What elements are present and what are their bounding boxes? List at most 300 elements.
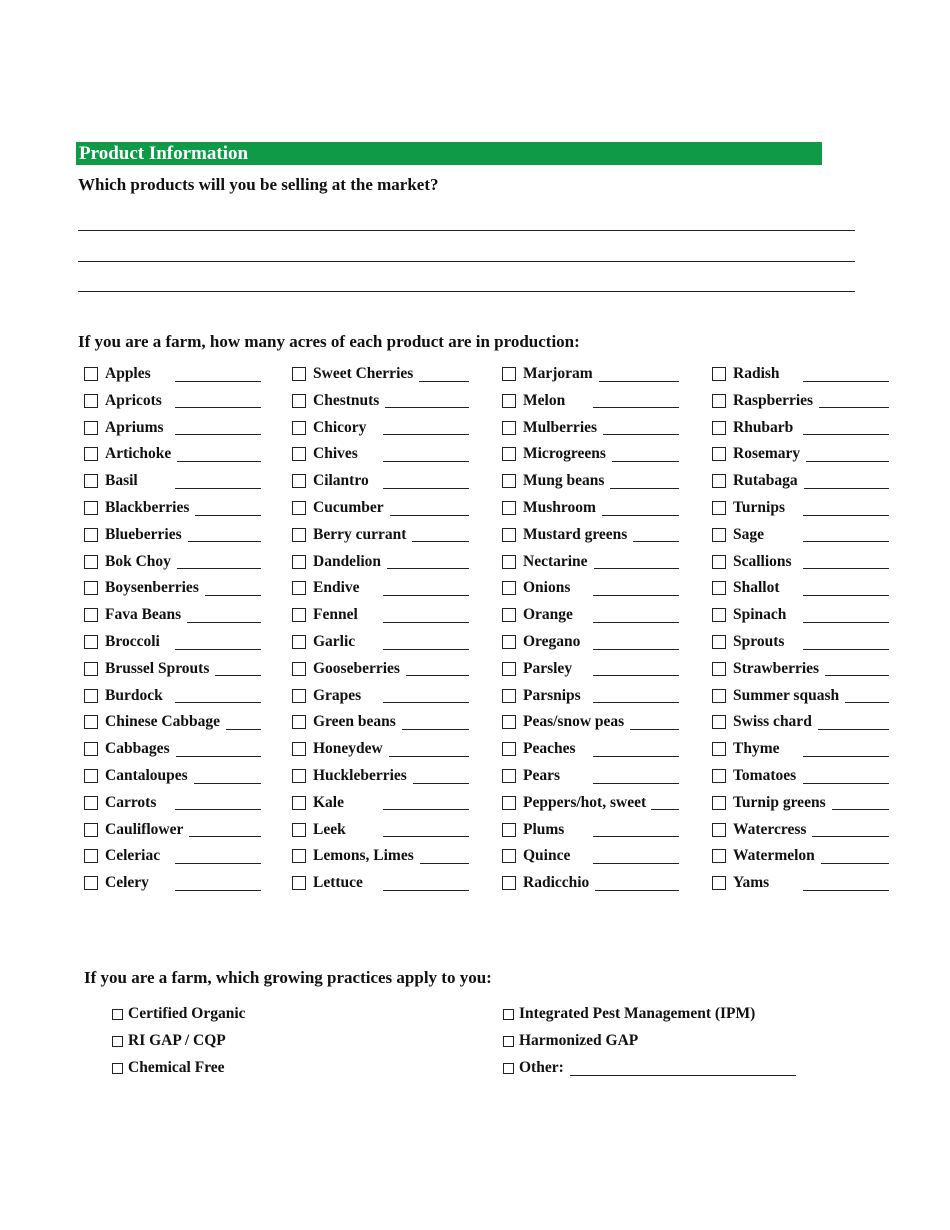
product-row[interactable] xyxy=(84,819,261,841)
acres-input[interactable] xyxy=(383,447,469,462)
product-label: Orange xyxy=(523,606,573,624)
acres-input[interactable] xyxy=(630,715,679,730)
product-row[interactable] xyxy=(84,524,261,546)
acres-input[interactable] xyxy=(383,876,469,891)
product-label: Oregano xyxy=(523,633,581,650)
product-checkbox[interactable] xyxy=(292,528,306,542)
product-row[interactable] xyxy=(712,524,889,546)
product-row[interactable] xyxy=(502,443,679,465)
acres-input[interactable] xyxy=(593,849,679,864)
product-label: Quince xyxy=(523,847,571,865)
product-row[interactable] xyxy=(84,631,261,653)
product-checkbox[interactable] xyxy=(84,421,98,435)
product-checkbox[interactable] xyxy=(502,849,516,863)
product-checkbox[interactable] xyxy=(84,501,98,515)
acres-input[interactable] xyxy=(593,661,679,676)
product-checkbox[interactable] xyxy=(84,769,98,783)
answer-line-2[interactable] xyxy=(78,261,855,262)
product-row[interactable] xyxy=(712,631,889,653)
product-label: Brussel Sprouts xyxy=(105,659,210,677)
product-label: Grapes xyxy=(313,686,362,704)
acres-input[interactable] xyxy=(226,715,261,730)
other-practice-input[interactable] xyxy=(570,1061,796,1076)
product-row[interactable] xyxy=(712,819,889,841)
product-row[interactable] xyxy=(712,443,889,465)
product-row[interactable] xyxy=(502,604,679,626)
product-checkbox[interactable] xyxy=(712,581,726,595)
product-checkbox[interactable] xyxy=(84,581,98,595)
product-row[interactable] xyxy=(84,765,261,787)
acres-input[interactable] xyxy=(803,635,889,650)
product-row[interactable] xyxy=(712,470,889,492)
product-label: Sprouts xyxy=(733,633,785,650)
product-row[interactable] xyxy=(712,711,889,733)
product-row[interactable] xyxy=(292,631,469,653)
acres-input[interactable] xyxy=(413,769,469,784)
product-label: Lemons, Limes xyxy=(313,847,414,865)
product-checkbox[interactable] xyxy=(84,528,98,542)
product-row[interactable] xyxy=(712,497,889,519)
acres-input[interactable] xyxy=(612,447,679,462)
acres-input[interactable] xyxy=(845,688,889,703)
product-checkbox[interactable] xyxy=(712,367,726,381)
acres-input[interactable] xyxy=(803,367,889,382)
product-row[interactable] xyxy=(712,417,889,439)
acres-input[interactable] xyxy=(599,367,679,382)
product-checkbox[interactable] xyxy=(292,876,306,890)
product-checkbox[interactable] xyxy=(292,474,306,488)
product-checkbox[interactable] xyxy=(712,555,726,569)
product-row[interactable] xyxy=(502,577,679,599)
product-label: Boysenberries xyxy=(105,579,199,597)
product-checkbox[interactable] xyxy=(292,689,306,703)
product-checkbox[interactable] xyxy=(502,367,516,381)
product-checkbox[interactable] xyxy=(84,394,98,408)
answer-line-1[interactable] xyxy=(78,230,855,231)
acres-input[interactable] xyxy=(603,420,679,435)
product-row[interactable] xyxy=(502,819,679,841)
acres-input[interactable] xyxy=(633,527,679,542)
acres-input[interactable] xyxy=(383,608,469,623)
product-checkbox[interactable] xyxy=(502,421,516,435)
product-row[interactable] xyxy=(712,390,889,412)
acres-input[interactable] xyxy=(383,635,469,650)
acres-input[interactable] xyxy=(821,849,889,864)
product-row[interactable] xyxy=(84,792,261,814)
acres-input[interactable] xyxy=(406,661,469,676)
acres-input[interactable] xyxy=(175,849,261,864)
product-label: Celery xyxy=(105,874,149,892)
product-checkbox[interactable] xyxy=(292,796,306,810)
acres-input[interactable] xyxy=(593,688,679,703)
product-checkbox[interactable] xyxy=(712,769,726,783)
acres-input[interactable] xyxy=(194,769,261,784)
product-checkbox[interactable] xyxy=(292,421,306,435)
product-label: Bok Choy xyxy=(105,552,171,570)
product-label: Swiss chard xyxy=(733,713,812,731)
product-checkbox[interactable] xyxy=(502,555,516,569)
product-row[interactable] xyxy=(84,363,261,385)
product-label: Celeriac xyxy=(105,847,161,865)
product-row[interactable] xyxy=(712,738,889,760)
acres-input[interactable] xyxy=(593,822,679,837)
product-checkbox[interactable] xyxy=(292,849,306,863)
acres-input[interactable] xyxy=(819,393,889,408)
product-checkbox[interactable] xyxy=(292,367,306,381)
product-checkbox[interactable] xyxy=(712,662,726,676)
product-checkbox[interactable] xyxy=(712,823,726,837)
acres-input[interactable] xyxy=(803,581,889,596)
checkbox-icon[interactable] xyxy=(112,1009,123,1020)
product-row[interactable] xyxy=(502,792,679,814)
product-checkbox[interactable] xyxy=(712,608,726,622)
product-label: Apples xyxy=(105,365,151,382)
product-checkbox[interactable] xyxy=(292,742,306,756)
product-checkbox[interactable] xyxy=(502,715,516,729)
checkbox-icon[interactable] xyxy=(112,1063,123,1074)
acres-input[interactable] xyxy=(610,474,679,489)
acres-input[interactable] xyxy=(177,447,261,462)
practice-ipm[interactable] xyxy=(503,1004,755,1024)
product-row[interactable] xyxy=(292,497,469,519)
product-row[interactable] xyxy=(292,417,469,439)
product-label: Blackberries xyxy=(105,499,190,516)
product-checkbox[interactable] xyxy=(84,742,98,756)
product-row[interactable] xyxy=(502,390,679,412)
product-checkbox[interactable] xyxy=(292,555,306,569)
acres-input[interactable] xyxy=(383,420,469,435)
checkbox-icon[interactable] xyxy=(112,1036,123,1047)
product-row[interactable] xyxy=(84,711,261,733)
acres-input[interactable] xyxy=(594,554,679,569)
product-checkbox[interactable] xyxy=(84,715,98,729)
acres-input[interactable] xyxy=(602,501,679,516)
product-row[interactable] xyxy=(712,363,889,385)
product-row[interactable] xyxy=(84,390,261,412)
product-row[interactable] xyxy=(502,765,679,787)
product-checkbox[interactable] xyxy=(84,367,98,381)
product-row[interactable] xyxy=(712,765,889,787)
acres-input[interactable] xyxy=(803,554,889,569)
product-checkbox[interactable] xyxy=(84,662,98,676)
product-label: Peaches xyxy=(523,740,576,758)
product-row[interactable] xyxy=(84,872,261,894)
product-checkbox[interactable] xyxy=(84,689,98,703)
product-checkbox[interactable] xyxy=(712,447,726,461)
practice-other[interactable] xyxy=(503,1058,796,1078)
acres-input[interactable] xyxy=(387,554,469,569)
product-checkbox[interactable] xyxy=(84,447,98,461)
product-label: Tomatoes xyxy=(733,767,797,784)
acres-input[interactable] xyxy=(383,581,469,596)
product-row[interactable] xyxy=(292,658,469,680)
product-label: Chicory xyxy=(313,418,367,436)
product-checkbox[interactable] xyxy=(712,742,726,756)
product-checkbox[interactable] xyxy=(712,394,726,408)
product-checkbox[interactable] xyxy=(292,823,306,837)
product-row[interactable] xyxy=(502,551,679,573)
product-row[interactable] xyxy=(502,497,679,519)
answer-line-3[interactable] xyxy=(78,291,855,292)
acres-input[interactable] xyxy=(177,554,261,569)
acres-input[interactable] xyxy=(803,608,889,623)
product-row[interactable] xyxy=(84,738,261,760)
acres-input[interactable] xyxy=(420,849,469,864)
product-checkbox[interactable] xyxy=(292,394,306,408)
product-label: Peas/snow peas xyxy=(523,713,625,731)
products-question: Which products will you be selling at the market? xyxy=(78,175,439,194)
acres-input[interactable] xyxy=(593,769,679,784)
product-label: Strawberries xyxy=(733,659,820,677)
product-row[interactable] xyxy=(84,497,261,519)
product-row[interactable] xyxy=(292,443,469,465)
acres-input[interactable] xyxy=(383,822,469,837)
product-checkbox[interactable] xyxy=(292,769,306,783)
product-row[interactable] xyxy=(292,577,469,599)
product-row[interactable] xyxy=(712,604,889,626)
product-row[interactable] xyxy=(292,685,469,707)
product-row[interactable] xyxy=(292,551,469,573)
product-checkbox[interactable] xyxy=(84,474,98,488)
product-row[interactable] xyxy=(502,417,679,439)
product-checkbox[interactable] xyxy=(84,823,98,837)
acres-input[interactable] xyxy=(175,393,261,408)
product-label: Pears xyxy=(523,767,561,784)
product-label: Raspberries xyxy=(733,391,814,409)
acres-input[interactable] xyxy=(593,635,679,650)
acres-input[interactable] xyxy=(412,527,469,542)
product-label: Summer squash xyxy=(733,686,840,704)
product-checkbox[interactable] xyxy=(712,421,726,435)
product-label: Apricots xyxy=(105,391,162,409)
acres-input[interactable] xyxy=(175,635,261,650)
acres-input[interactable] xyxy=(176,742,261,757)
acres-input[interactable] xyxy=(825,661,889,676)
product-checkbox[interactable] xyxy=(502,769,516,783)
product-checkbox[interactable] xyxy=(84,876,98,890)
acres-input[interactable] xyxy=(175,474,261,489)
product-row[interactable] xyxy=(502,524,679,546)
product-row[interactable] xyxy=(502,711,679,733)
product-row[interactable] xyxy=(84,604,261,626)
acres-input[interactable] xyxy=(383,474,469,489)
checkbox-icon[interactable] xyxy=(503,1063,514,1074)
product-checkbox[interactable] xyxy=(292,662,306,676)
acres-input[interactable] xyxy=(187,608,261,623)
product-label: Plums xyxy=(523,820,565,838)
acres-input[interactable] xyxy=(390,501,469,516)
product-row[interactable] xyxy=(292,819,469,841)
product-checkbox[interactable] xyxy=(84,608,98,622)
practice-label: Certified Organic xyxy=(128,1005,246,1022)
practice-chemical-free[interactable] xyxy=(112,1058,225,1078)
acres-input[interactable] xyxy=(419,367,469,382)
acres-input[interactable] xyxy=(651,795,679,810)
product-label: Cauliflower xyxy=(105,820,184,838)
product-row[interactable] xyxy=(292,738,469,760)
product-row[interactable] xyxy=(292,470,469,492)
product-checkbox[interactable] xyxy=(712,715,726,729)
product-checkbox[interactable] xyxy=(502,394,516,408)
product-checkbox[interactable] xyxy=(712,635,726,649)
product-label: Cabbages xyxy=(105,740,170,758)
product-row[interactable] xyxy=(292,604,469,626)
product-label: Radish xyxy=(733,365,780,382)
practice-certified-organic[interactable] xyxy=(112,1004,246,1024)
product-row[interactable] xyxy=(712,685,889,707)
acres-input[interactable] xyxy=(832,795,889,810)
product-row[interactable] xyxy=(84,845,261,867)
product-checkbox[interactable] xyxy=(502,796,516,810)
product-label: Honeydew xyxy=(313,740,383,758)
product-checkbox[interactable] xyxy=(502,474,516,488)
acres-input[interactable] xyxy=(593,742,679,757)
acres-input[interactable] xyxy=(593,393,679,408)
acres-input[interactable] xyxy=(818,715,889,730)
product-row[interactable] xyxy=(712,658,889,680)
product-row[interactable] xyxy=(712,551,889,573)
product-row[interactable] xyxy=(292,792,469,814)
acres-input[interactable] xyxy=(593,608,679,623)
product-checkbox[interactable] xyxy=(502,635,516,649)
product-row[interactable] xyxy=(292,845,469,867)
acres-input[interactable] xyxy=(803,527,889,542)
product-row[interactable] xyxy=(502,738,679,760)
product-checkbox[interactable] xyxy=(84,635,98,649)
product-row[interactable] xyxy=(502,363,679,385)
product-label: Sweet Cherries xyxy=(313,365,414,382)
product-checkbox[interactable] xyxy=(502,447,516,461)
product-label: Chives xyxy=(313,445,358,463)
acres-input[interactable] xyxy=(175,795,261,810)
product-checkbox[interactable] xyxy=(712,528,726,542)
product-label: Thyme xyxy=(733,740,780,758)
product-label: Mulberries xyxy=(523,418,598,436)
product-checkbox[interactable] xyxy=(502,662,516,676)
acres-input[interactable] xyxy=(385,393,469,408)
product-checkbox[interactable] xyxy=(712,689,726,703)
acres-input[interactable] xyxy=(383,688,469,703)
product-row[interactable] xyxy=(712,792,889,814)
product-row[interactable] xyxy=(502,631,679,653)
product-label: Green beans xyxy=(313,713,396,731)
acres-input[interactable] xyxy=(803,769,889,784)
product-checkbox[interactable] xyxy=(292,608,306,622)
product-checkbox[interactable] xyxy=(292,715,306,729)
product-row[interactable] xyxy=(502,658,679,680)
product-checkbox[interactable] xyxy=(502,528,516,542)
acres-input[interactable] xyxy=(175,688,261,703)
acres-input[interactable] xyxy=(803,742,889,757)
product-row[interactable] xyxy=(502,470,679,492)
product-checkbox[interactable] xyxy=(84,555,98,569)
product-checkbox[interactable] xyxy=(712,474,726,488)
practice-harmonized-gap[interactable] xyxy=(503,1031,638,1051)
acres-input[interactable] xyxy=(205,581,261,596)
product-row[interactable] xyxy=(292,711,469,733)
product-checkbox[interactable] xyxy=(712,876,726,890)
acres-input[interactable] xyxy=(812,822,889,837)
product-row[interactable] xyxy=(84,551,261,573)
acres-input[interactable] xyxy=(175,420,261,435)
acres-input[interactable] xyxy=(595,876,679,891)
product-row[interactable] xyxy=(292,524,469,546)
product-row[interactable] xyxy=(292,390,469,412)
product-row[interactable] xyxy=(292,765,469,787)
acres-input[interactable] xyxy=(803,420,889,435)
product-row[interactable] xyxy=(712,845,889,867)
acres-input[interactable] xyxy=(175,876,261,891)
product-label: Scallions xyxy=(733,552,792,570)
acres-input[interactable] xyxy=(195,501,261,516)
acres-input[interactable] xyxy=(383,795,469,810)
acres-input[interactable] xyxy=(389,742,469,757)
product-row[interactable] xyxy=(84,470,261,492)
product-row[interactable] xyxy=(292,872,469,894)
acres-input[interactable] xyxy=(215,661,261,676)
product-checkbox[interactable] xyxy=(712,796,726,810)
product-checkbox[interactable] xyxy=(292,581,306,595)
acres-input[interactable] xyxy=(188,527,261,542)
product-row[interactable] xyxy=(84,417,261,439)
acres-input[interactable] xyxy=(804,474,889,489)
product-checkbox[interactable] xyxy=(502,608,516,622)
practice-label: Other: xyxy=(519,1059,564,1076)
practice-ri-gap-cqp[interactable] xyxy=(112,1031,226,1051)
practice-label: RI GAP / CQP xyxy=(128,1032,226,1049)
product-row[interactable] xyxy=(84,443,261,465)
acres-input[interactable] xyxy=(189,822,261,837)
product-row[interactable] xyxy=(502,685,679,707)
product-label: Rhubarb xyxy=(733,418,794,436)
acres-input[interactable] xyxy=(402,715,469,730)
product-checkbox[interactable] xyxy=(502,689,516,703)
product-checkbox[interactable] xyxy=(712,849,726,863)
product-checkbox[interactable] xyxy=(292,501,306,515)
product-row[interactable] xyxy=(502,845,679,867)
product-checkbox[interactable] xyxy=(502,501,516,515)
product-checkbox[interactable] xyxy=(502,581,516,595)
product-checkbox[interactable] xyxy=(84,849,98,863)
product-row[interactable] xyxy=(84,577,261,599)
product-checkbox[interactable] xyxy=(502,742,516,756)
product-row[interactable] xyxy=(502,872,679,894)
product-label: Berry currant xyxy=(313,525,407,543)
product-checkbox[interactable] xyxy=(502,876,516,890)
checkbox-icon[interactable] xyxy=(503,1036,514,1047)
acres-input[interactable] xyxy=(806,447,889,462)
product-row[interactable] xyxy=(84,685,261,707)
product-label: Apriums xyxy=(105,418,164,436)
product-row[interactable] xyxy=(712,872,889,894)
acres-input[interactable] xyxy=(803,501,889,516)
product-label: Lettuce xyxy=(313,874,363,892)
product-checkbox[interactable] xyxy=(292,447,306,461)
product-row[interactable] xyxy=(292,363,469,385)
product-checkbox[interactable] xyxy=(292,635,306,649)
product-checkbox[interactable] xyxy=(712,501,726,515)
product-label: Cucumber xyxy=(313,499,384,516)
product-checkbox[interactable] xyxy=(502,823,516,837)
acres-input[interactable] xyxy=(175,367,261,382)
checkbox-icon[interactable] xyxy=(503,1009,514,1020)
product-row[interactable] xyxy=(84,658,261,680)
product-label: Nectarine xyxy=(523,552,588,570)
product-row[interactable] xyxy=(712,577,889,599)
product-checkbox[interactable] xyxy=(84,796,98,810)
acres-input[interactable] xyxy=(593,581,679,596)
acres-input[interactable] xyxy=(803,876,889,891)
